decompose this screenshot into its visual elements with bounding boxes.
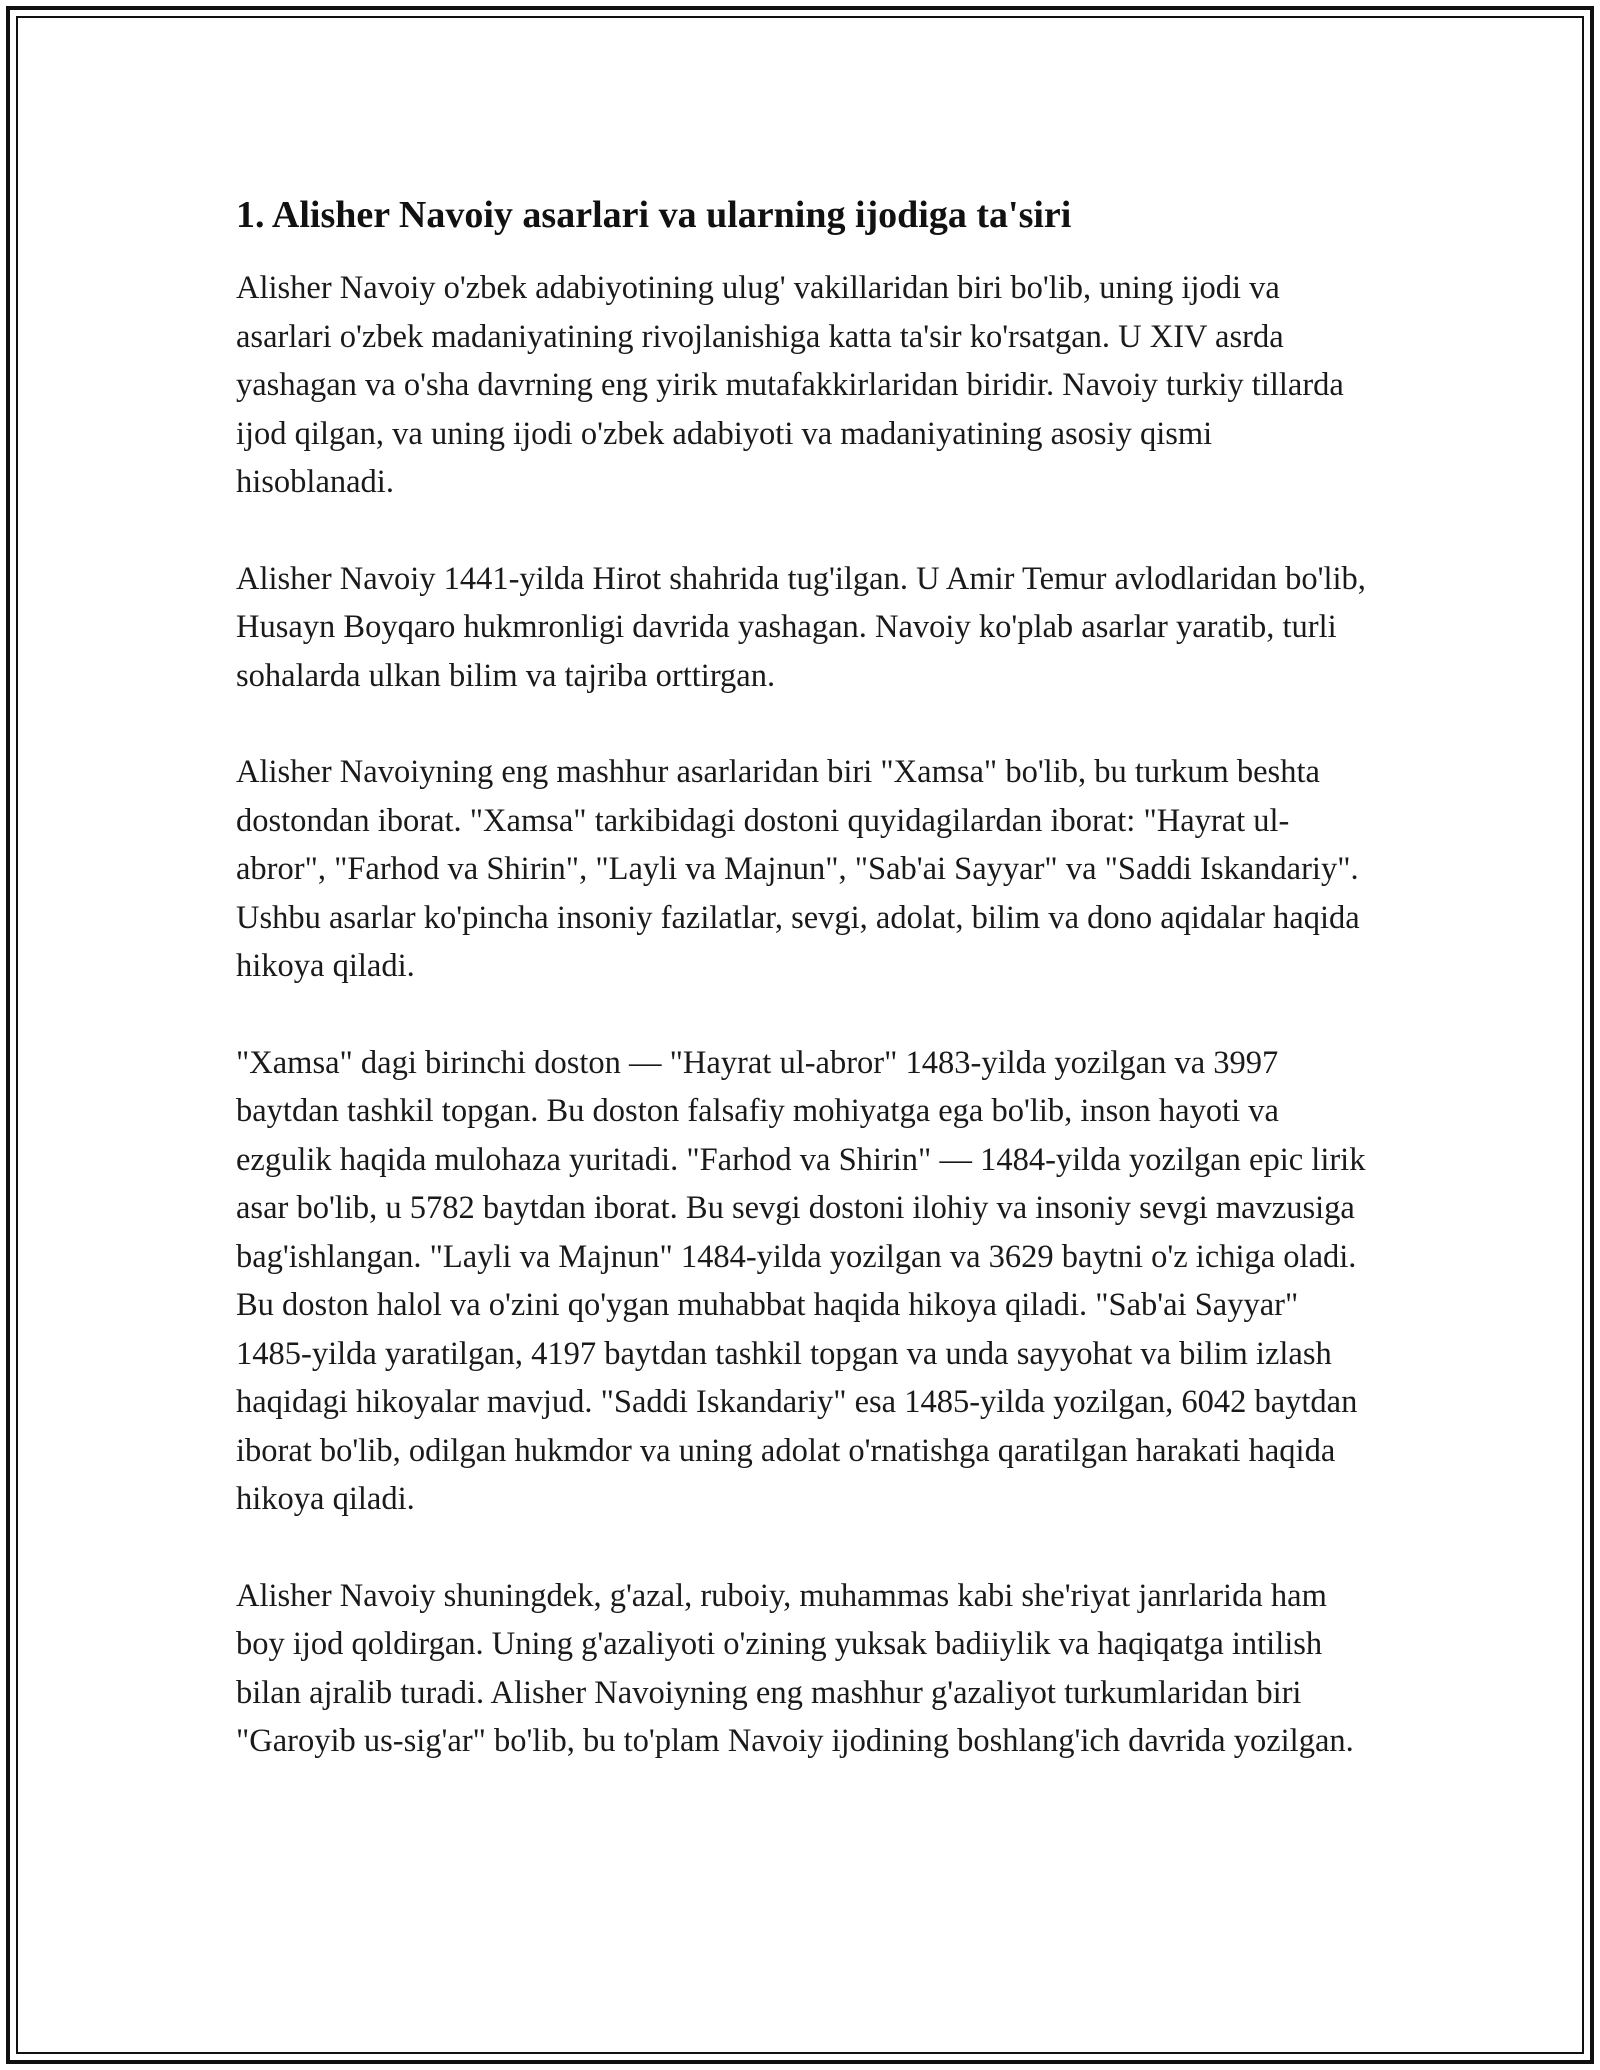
paragraph-biography: Alisher Navoiy 1441-yilda Hirot shahrida tug'ilgan. U Amir Temur avlodlaridan bo'lib, Husayn Boyqaro hukmronligi davrida yashagan. Navoiy ko'plab asarlar yaratib, turli sohalarda ulkan bilim va tajriba orttirgan. bbox=[236, 560, 1366, 694]
paragraph-intro: Alisher Navoiy o'zbek adabiyotining ulug' vakillaridan biri bo'lib, uning ijodi va asarlari o'zbek madaniyatining rivojlanishiga katta ta'sir ko'rsatgan. U XIV asrda yashagan va o'sha davrning eng yirik mutafakkirlaridan biridir. Navoiy turkiy tillarda ijod qilgan, va uning ijodi o'zbek adabiyoti va madaniyatining asosiy qismi hisoblanadi. bbox=[236, 270, 1344, 500]
paragraph-xamsa-details: "Xamsa" dagi birinchi doston — "Hayrat ul-abror" 1483-yilda yozilgan va 3997 baytdan tashkil topgan. Bu doston falsafiy mohiyatga ega bo'lib, inson hayoti va ezgulik haqida mulohaza yuritadi. "Farhod va Shirin" — 1484-yilda yozilgan epic lirik asar bo'lib, u 5782 baytdan iborat. Bu sevgi dostoni ilohiy va insoniy sevgi mavzusiga bag'ishlangan. "Layli va Majnun" 1484-yilda yozilgan va 3629 baytni o'z ichiga oladi. Bu doston halol va o'zini qo'ygan muhabbat haqida hikoya qiladi. "Sab'ai Sayyar" 1485-yilda yaratilgan, 4197 baytdan tashkil topgan va unda sayyohat va bilim izlash haqidagi hikoyalar mavjud. "Saddi Iskandariy" esa 1485-yilda yozilgan, 6042 baytdan iborat bo'lib, odilgan hukmdor va uning adolat o'rnatishga qaratilgan harakati haqida hikoya qiladi. bbox=[236, 1044, 1366, 1517]
paragraph-xamsa: Alisher Navoiyning eng mashhur asarlaridan biri "Xamsa" bo'lib, bu turkum beshta dostondan iborat. "Xamsa" tarkibidagi dostoni quyidagilardan iborat: "Hayrat ul-abror", "Farhod va Shirin", "Layli va Majnun", "Sab'ai Sayyar" va "Saddi Iskandariy". Ushbu asarlar ko'pincha insoniy fazilatlar, sevgi, adolat, bilim va dono aqidalar haqida hikoya qiladi. bbox=[236, 754, 1360, 984]
paragraph-lyrics: Alisher Navoiy shuningdek, g'azal, ruboiy, muhammas kabi she'riyat janrlarida ham boy ijod qoldirgan. Uning g'azaliyoti o'zining yuksak badiiylik va haqiqatga intilish bilan ajralib turadi. Alisher Navoiyning eng mashhur g'azaliyot turkumlaridan biri "Garoyib us-sig'ar" bo'lib, bu to'plam Navoiy ijodining boshlang'ich davrida yozilgan. bbox=[236, 1577, 1354, 1759]
document-body bbox=[236, 190, 1366, 1814]
section-heading: 1. Alisher Navoiy asarlari va ularning ijodiga ta'siri bbox=[236, 194, 1072, 236]
